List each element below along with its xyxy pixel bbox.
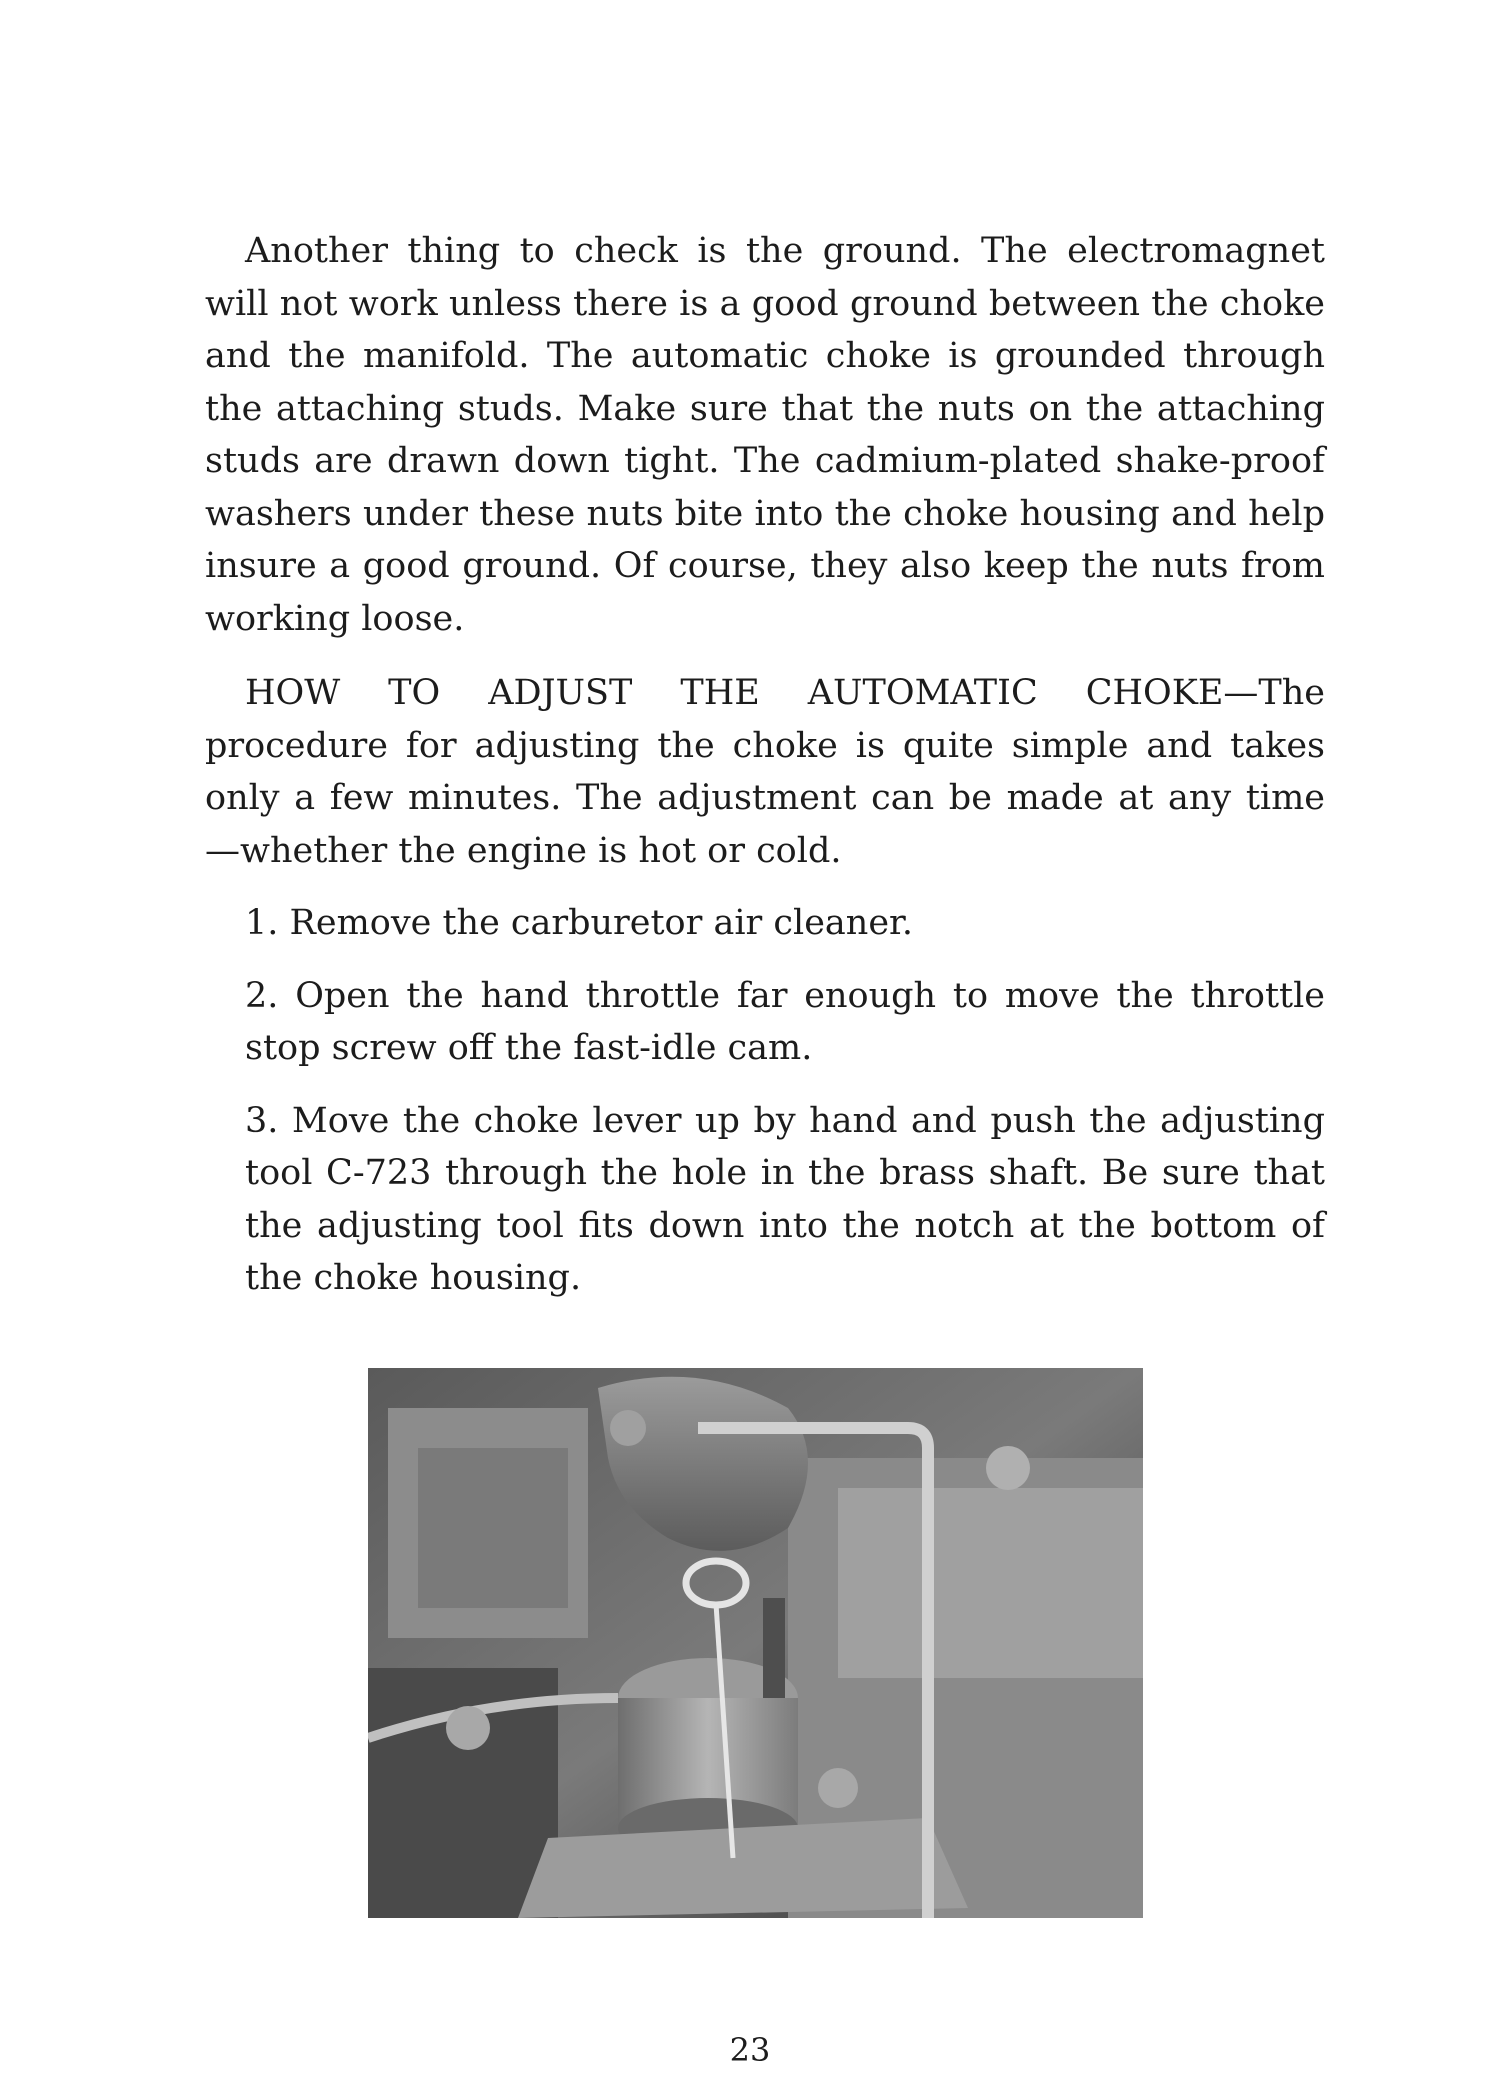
photo-illustration (368, 1368, 1143, 1918)
page-number: 23 (729, 2031, 771, 2069)
steps-list (205, 897, 1325, 1305)
step-item: 2. Open the hand throttle far enough to move the throttle stop screw off the fast-idle cam. (245, 975, 1325, 1068)
engine-choke-photo (368, 1368, 1143, 1918)
step-item: 3. Move the choke lever up by hand and push the adjusting tool C-723 through the hole in the brass shaft. Be sure that the adjusting tool fits down into the notch at the bottom of the choke housing. (245, 1100, 1325, 1298)
paragraph-adjust-intro: HOW TO ADJUST THE AUTOMATIC CHOKE—The procedure for adjusting the choke is quite simple and takes only a few minutes. The adjustment can be made at any time —whether the engine is hot or cold. (205, 673, 1325, 871)
paragraph-ground-check: Another thing to check is the ground. The electromagnet will not work unless there is a good ground between the choke and the manifold. The automatic choke is grounded through the attaching studs. Make sure that the nuts on the attaching studs are drawn down tight. The cadmium-plated shake-proof washers under these nuts bite into the choke housing and help insure a good ground. Of course, they also keep the nuts from working loose. (205, 231, 1325, 639)
page-body (205, 225, 1325, 1325)
step-item: 1. Remove the carburetor air cleaner. (245, 903, 914, 943)
